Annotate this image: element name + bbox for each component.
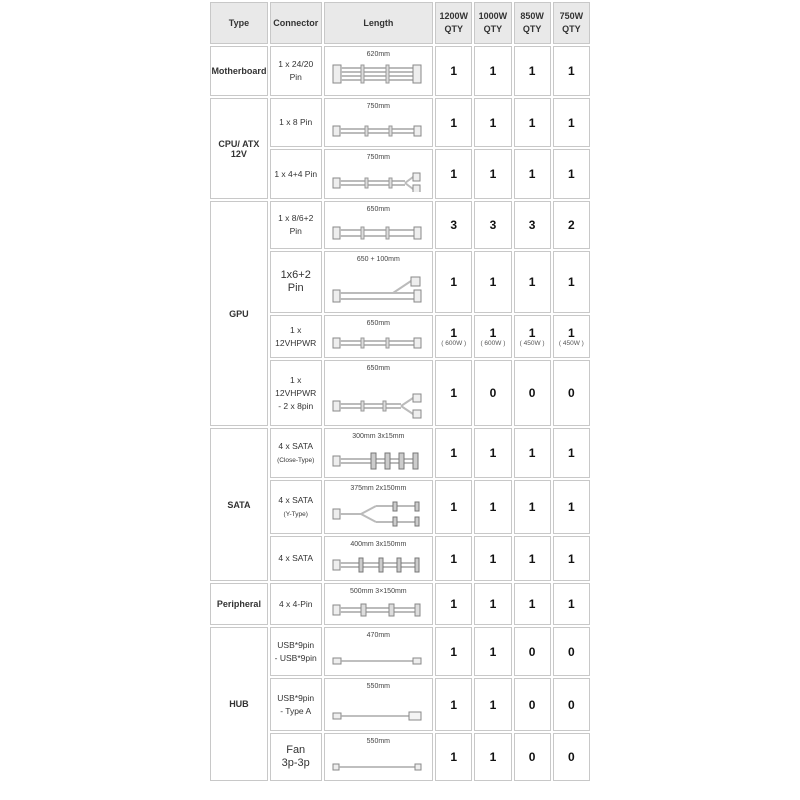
- length-cell: [324, 98, 434, 147]
- length-label: 750mm: [366, 103, 390, 110]
- cable-12vhpwr-split-image: [331, 393, 423, 419]
- connector-cell: Fan 3p-3p: [270, 733, 322, 781]
- qty-850w: 3: [514, 201, 551, 249]
- qty-wattage-note: ( 450W ): [519, 339, 545, 347]
- cable-4plus4-image: [331, 172, 423, 192]
- qty-1000w: 1: [474, 733, 511, 781]
- qty-wattage-note: ( 600W ): [480, 339, 506, 347]
- length-cell: [324, 360, 434, 426]
- qty-750w: 0: [553, 627, 590, 676]
- cable-24pin-image: [331, 61, 423, 89]
- qty-850w: [514, 315, 551, 358]
- connector-cell: USB*9pin - Type A: [270, 678, 322, 731]
- qty-850w: 1: [514, 428, 551, 478]
- connector-cell: 1x6+2 Pin: [270, 251, 322, 313]
- header-1000w: 1000W QTY: [474, 2, 511, 44]
- qty-1200w: 1: [435, 733, 472, 781]
- cable-molex-image: [331, 602, 423, 618]
- length-cell: [324, 480, 434, 534]
- connector-cell: 1 x 12VHPWR: [270, 315, 322, 358]
- qty-750w: 0: [553, 733, 590, 781]
- connector-cell: 1 x 24/20 Pin: [270, 46, 322, 96]
- qty-1000w: [474, 315, 511, 358]
- connector-note: (Y-Type): [283, 510, 308, 518]
- length-label: 650 + 100mm: [356, 256, 400, 263]
- connector-label: 4 x SATA: [278, 440, 314, 451]
- length-label: 750mm: [366, 154, 390, 161]
- table-row: [210, 428, 590, 478]
- type-cell: CPU/ ATX 12V: [210, 98, 268, 199]
- qty-750w: 0: [553, 678, 590, 731]
- type-cell: SATA: [210, 428, 268, 581]
- header-connector: Connector: [270, 2, 322, 44]
- qty-850w: 1: [514, 536, 551, 581]
- header-1200w: 1200W QTY: [435, 2, 472, 44]
- cable-pcie-image: [331, 222, 423, 242]
- connector-cell: 4 x 4-Pin: [270, 583, 322, 625]
- table-row: [210, 201, 590, 249]
- cable-usb-typea-image: [331, 708, 423, 724]
- connector-cell: 1 x 8 Pin: [270, 98, 322, 147]
- qty-1200w: 1: [435, 149, 472, 199]
- qty-850w: 1: [514, 583, 551, 625]
- qty-850w: 1: [514, 149, 551, 199]
- qty-1000w: 1: [474, 428, 511, 478]
- length-cell: [324, 46, 434, 96]
- length-label: 650mm: [366, 206, 390, 213]
- qty-value: 1: [528, 325, 536, 340]
- length-label: 550mm: [366, 738, 390, 745]
- connector-note: (Close-Type): [277, 456, 315, 464]
- connector-cell: USB*9pin - USB*9pin: [270, 627, 322, 676]
- table-row: [210, 46, 590, 96]
- qty-750w: [553, 315, 590, 358]
- qty-750w: 1: [553, 480, 590, 534]
- qty-1200w: 1: [435, 428, 472, 478]
- length-cell: [324, 149, 434, 199]
- qty-1200w: 1: [435, 627, 472, 676]
- qty-1000w: 1: [474, 583, 511, 625]
- qty-750w: 1: [553, 98, 590, 147]
- length-cell: [324, 201, 434, 249]
- connector-cell: [270, 480, 322, 534]
- length-cell: [324, 251, 434, 313]
- length-cell: [324, 678, 434, 731]
- cable-sata-y-image: [331, 501, 423, 527]
- length-label: 375mm 2x150mm: [350, 485, 407, 492]
- qty-1000w: 1: [474, 627, 511, 676]
- qty-1000w: 1: [474, 149, 511, 199]
- cable-12vhpwr-image: [331, 335, 423, 351]
- connector-cell: [270, 428, 322, 478]
- length-label: 400mm 3x150mm: [350, 541, 407, 548]
- qty-850w: 0: [514, 627, 551, 676]
- type-cell: HUB: [210, 627, 268, 781]
- qty-1200w: [435, 315, 472, 358]
- qty-750w: 2: [553, 201, 590, 249]
- cable-sata-close-image: [331, 451, 423, 471]
- qty-750w: 0: [553, 360, 590, 426]
- qty-1000w: 1: [474, 536, 511, 581]
- qty-1000w: 1: [474, 480, 511, 534]
- table-row: [210, 627, 590, 676]
- qty-850w: 1: [514, 251, 551, 313]
- qty-1200w: 1: [435, 98, 472, 147]
- qty-1200w: 1: [435, 480, 472, 534]
- qty-1200w: 1: [435, 360, 472, 426]
- cable-usb9pin-image: [331, 653, 423, 669]
- qty-value: 1: [489, 325, 497, 340]
- length-label: 650mm: [366, 365, 390, 372]
- qty-wattage-note: ( 600W ): [441, 339, 467, 347]
- qty-750w: 1: [553, 251, 590, 313]
- cable-sata-image: [331, 556, 423, 574]
- qty-850w: 0: [514, 360, 551, 426]
- qty-750w: 1: [553, 428, 590, 478]
- connector-cell: 1 x 4+4 Pin: [270, 149, 322, 199]
- header-750w: 750W QTY: [553, 2, 590, 44]
- qty-750w: 1: [553, 149, 590, 199]
- connector-cell: 1 x 12VHPWR - 2 x 8pin: [270, 360, 322, 426]
- connector-cell: 1 x 8/6+2 Pin: [270, 201, 322, 249]
- qty-850w: 0: [514, 733, 551, 781]
- header-type: Type: [210, 2, 268, 44]
- length-cell: [324, 315, 434, 358]
- cable-pcie-split-image: [331, 276, 423, 306]
- header-row: [210, 2, 590, 44]
- qty-1200w: 1: [435, 46, 472, 96]
- length-label: 550mm: [366, 683, 390, 690]
- length-cell: [324, 583, 434, 625]
- qty-1000w: 1: [474, 251, 511, 313]
- qty-1200w: 3: [435, 201, 472, 249]
- qty-value: 1: [450, 325, 458, 340]
- length-label: 300mm 3x15mm: [352, 433, 405, 440]
- type-cell: Peripheral: [210, 583, 268, 625]
- length-cell: [324, 627, 434, 676]
- cable-8pin-image: [331, 120, 423, 140]
- type-cell: Motherboard: [210, 46, 268, 96]
- length-label: 620mm: [366, 51, 390, 58]
- qty-value: 1: [568, 325, 575, 340]
- qty-wattage-note: ( 450W ): [558, 339, 584, 347]
- table-row: [210, 98, 590, 147]
- qty-750w: 1: [553, 583, 590, 625]
- header-850w: 850W QTY: [514, 2, 551, 44]
- cable-spec-table: [208, 0, 592, 800]
- qty-1200w: 1: [435, 583, 472, 625]
- qty-850w: 1: [514, 46, 551, 96]
- length-label: 500mm 3×150mm: [350, 588, 407, 595]
- qty-1000w: 1: [474, 98, 511, 147]
- qty-750w: 1: [553, 536, 590, 581]
- qty-1000w: 3: [474, 201, 511, 249]
- qty-1200w: 1: [435, 251, 472, 313]
- header-length: Length: [324, 2, 434, 44]
- qty-1200w: 1: [435, 678, 472, 731]
- length-cell: [324, 536, 434, 581]
- qty-1000w: 1: [474, 46, 511, 96]
- qty-1000w: 0: [474, 360, 511, 426]
- qty-750w: 1: [553, 46, 590, 96]
- length-cell: [324, 733, 434, 781]
- type-cell: GPU: [210, 201, 268, 426]
- qty-1000w: 1: [474, 678, 511, 731]
- connector-label: 4 x SATA: [278, 494, 314, 505]
- qty-850w: 0: [514, 678, 551, 731]
- connector-cell: 4 x SATA: [270, 536, 322, 581]
- qty-850w: 1: [514, 480, 551, 534]
- qty-850w: 1: [514, 98, 551, 147]
- table-row: [210, 583, 590, 625]
- length-label: 470mm: [366, 632, 390, 639]
- cable-fan-image: [331, 760, 423, 774]
- length-cell: [324, 428, 434, 478]
- length-label: 650mm: [366, 320, 390, 327]
- qty-1200w: 1: [435, 536, 472, 581]
